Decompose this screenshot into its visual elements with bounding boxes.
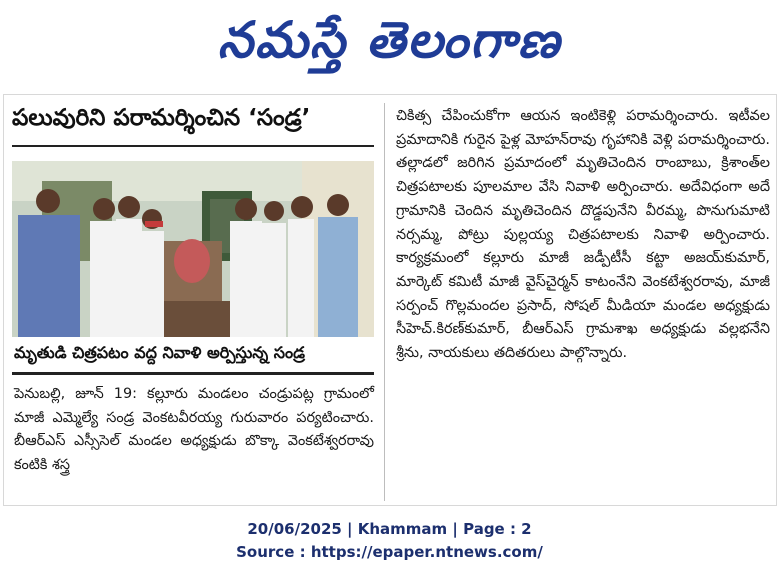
column-divider: [384, 103, 385, 501]
photo-caption: మృతుడి చిత్రపటం వద్ద నివాళి అర్పిస్తున్న సండ్ర: [14, 343, 305, 362]
caption-rule: [12, 372, 374, 375]
article-photo: [12, 161, 374, 337]
article-body-right: చికిత్స చేపించుకోగా ఆయన ఇంటికెళ్లి పరామర్శించారు. ఇటీవల ప్రమాదానికి గురైన పైళ్ల మోహన్‌రావు గృహానికి వెళ్లి పరామర్శించారు. తల్లాడలో జరిగిన ప్రమాదంలో మృతిచెందిన రాంబాబు, క్రిశాంత్‌ల చిత్రపటాలకు పూలమాల వేసి నివాళి అర్పించారు. అదేవిధంగా అదే గ్రామానికి చెందిన మృతిచెందిన దొడ్డపునేని వీరమ్మ, పొనుగుమాటి నర్సమ్మ, పోట్రు పుల్లయ్య చిత్రపటాలకు నివాళి అర్పించారు. కార్యక్రమంలో కల్లూరు మాజీ జడ్పీటీసీ కట్టా అజయ్‌కుమార్, మార్కెట్ కమిటీ మాజీ వైస్‌చైర్మన్ కాటంనేని వెంకటేశ్వరరావు, మాజీ సర్పంచ్ గొల్లమందల ప్రసాద్, సోషల్ మీడియా మండల అధ్యక్షుడు సీహెచ్.కిరణ్‌కుమార్, బీఆర్‌ఎస్ గ్రామశాఖ అధ్యక్షుడు వల్లభనేని శ్రీను, నాయకులు తదితరులు పాల్గొన్నారు.: [396, 108, 770, 362]
footer-edition-info: 20/06/2025 | Khammam | Page : 2: [247, 520, 532, 538]
photo-illustration: [12, 161, 374, 337]
masthead-title: నమస్తే తెలంగాణ: [217, 10, 562, 69]
footer-source: Source : https://epaper.ntnews.com/: [236, 543, 543, 561]
masthead: [0, 0, 779, 92]
footer: [0, 518, 779, 564]
article-body-left: పెనుబల్లి, జూన్ 19: కల్లూరు మండలం చండ్రుపట్ల గ్రామంలో మాజీ ఎమ్మెల్యే సండ్ర వెంకటవీరయ్య గురువారం పర్యటించారు. బీఆర్‌ఎస్ ఎస్సీసెల్ మండల అధ్యక్షుడు బొక్కా వెంకటేశ్వరరావు కంటికి శస్త్ర: [14, 386, 374, 473]
news-clipping: [3, 94, 777, 506]
headline-rule: [12, 145, 374, 147]
article-headline: పలువురిని పరామర్శించిన ‘సండ్ర’: [12, 105, 311, 131]
